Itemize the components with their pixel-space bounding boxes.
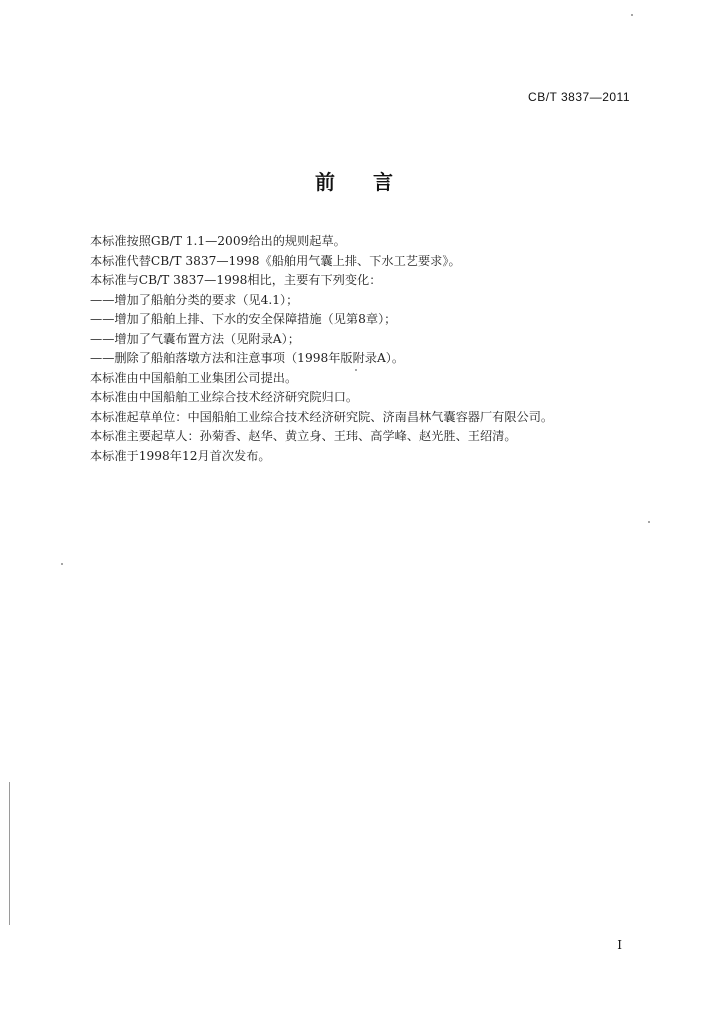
scan-speck [648, 521, 650, 523]
foreword-line: 本标准由中国船舶工业集团公司提出。 [90, 370, 298, 385]
foreword-line: 本标准代替CB/T 3837—1998《船舶用气囊上排、下水工艺要求》。 [90, 253, 461, 268]
change-item: ——增加了船舶上排、下水的安全保障措施（见第8章）； [90, 312, 397, 326]
foreword-body [90, 232, 650, 466]
change-item: ——增加了船舶分类的要求（见4.1）； [90, 292, 299, 307]
change-item: ——删除了船舶落墩方法和注意事项（1998年版附录A）。 [90, 351, 405, 365]
foreword-line: 本标准于1998年12月首次发布。 [90, 448, 271, 463]
foreword-line: 本标准与CB/T 3837—1998相比，主要有下列变化： [90, 273, 382, 287]
foreword-line: 本标准按照GB/T 1.1—2009给出的规则起草。 [90, 234, 346, 248]
page-number: I [617, 938, 622, 952]
foreword-line: 本标准起草单位：中国船舶工业综合技术经济研究院、济南昌林气囊容器厂有限公司。 [90, 409, 554, 424]
title-char-2: 言 [373, 170, 393, 194]
scan-speck [355, 369, 357, 371]
scan-speck [631, 14, 633, 16]
foreword-line: 本标准由中国船舶工业综合技术经济研究院归口。 [90, 390, 359, 404]
page-title [0, 166, 708, 195]
document-code: CB/T 3837—2011 [528, 90, 630, 104]
scan-edge-mark [9, 782, 10, 925]
title-char-1: 前 [315, 170, 335, 194]
foreword-line: 本标准主要起草人：孙菊香、赵华、黄立身、王玮、高学峰、赵光胜、王绍清。 [90, 429, 517, 443]
change-item: ——增加了气囊布置方法（见附录A）； [90, 331, 300, 346]
scan-speck [61, 563, 63, 565]
